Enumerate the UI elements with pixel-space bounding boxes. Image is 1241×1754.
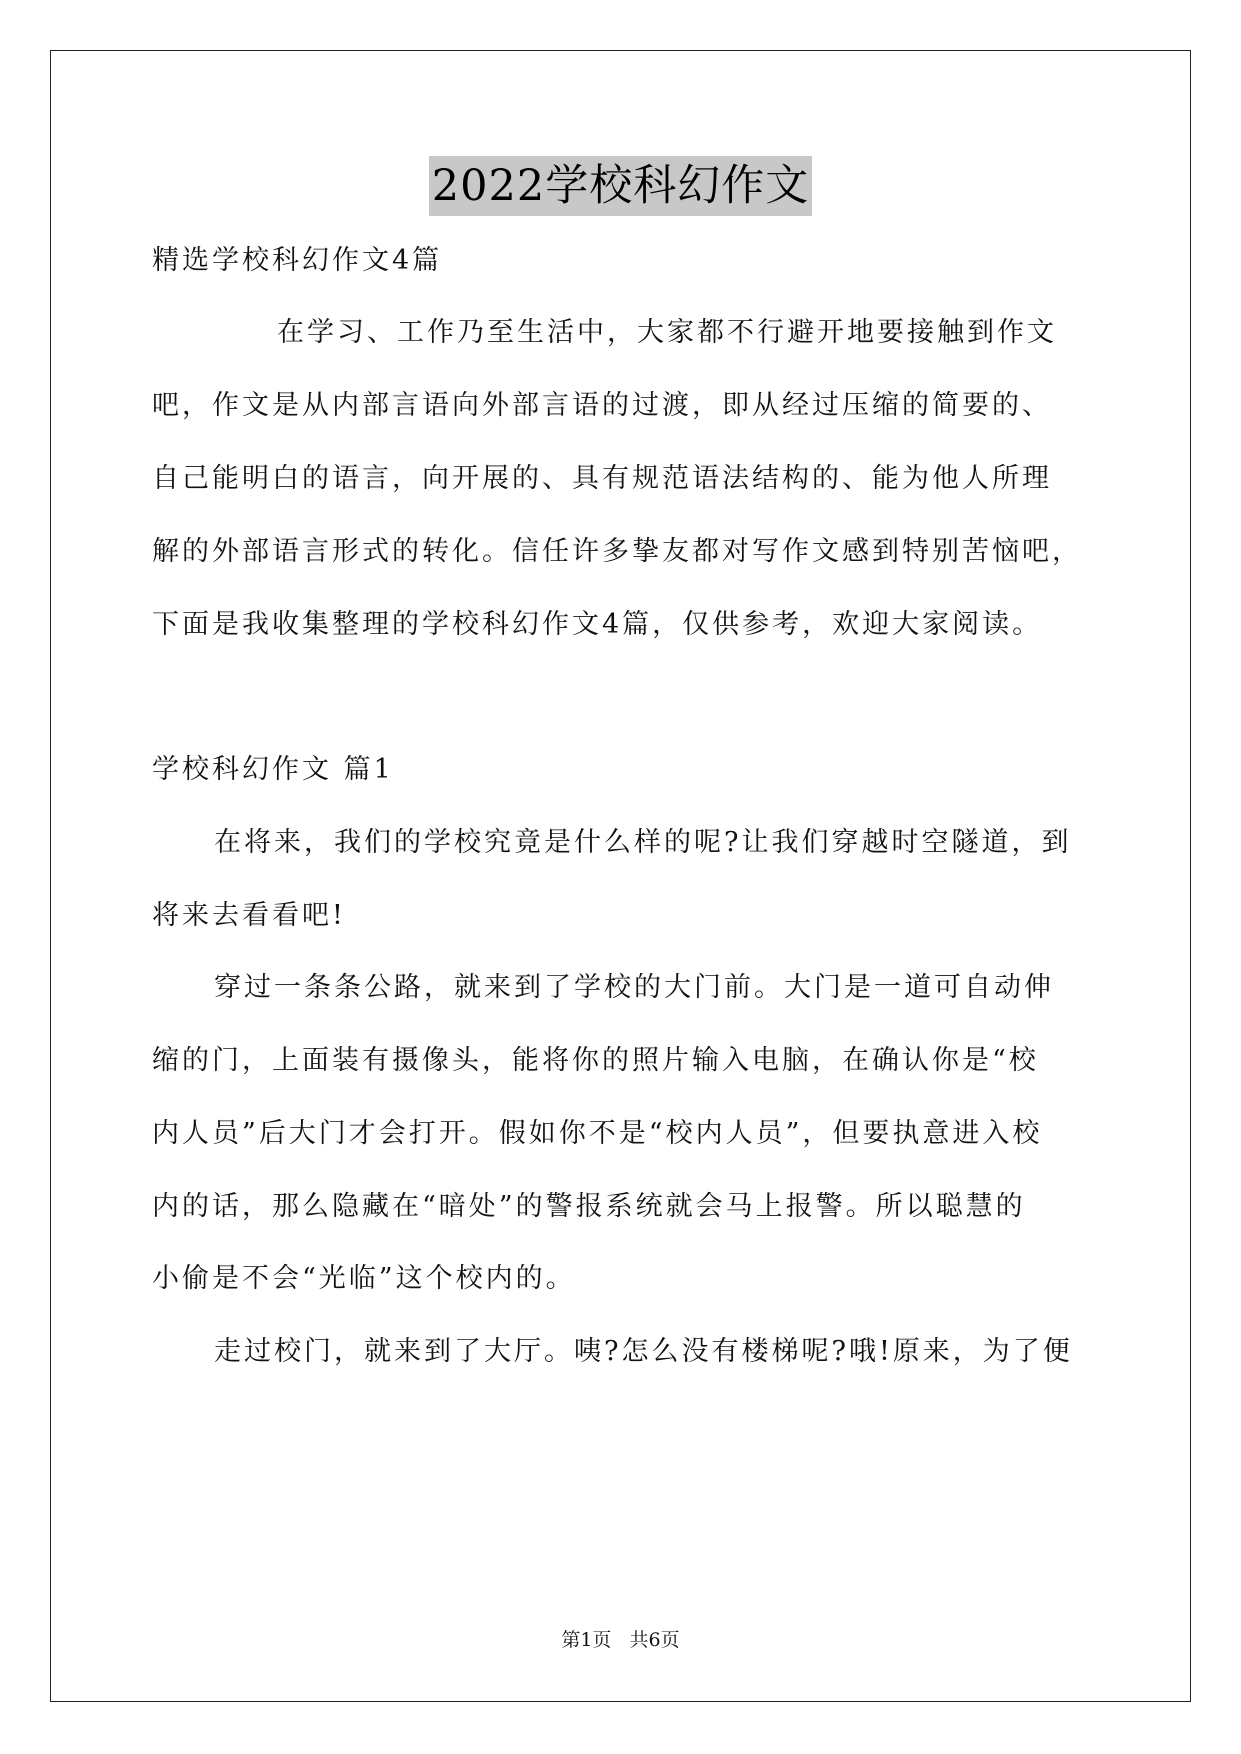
body-line-2: 将来去看看吧! (152, 900, 346, 931)
body-line-1: 在将来，我们的学校究竟是什么样的呢?让我们穿越时空隧道，到 (214, 827, 1072, 858)
intro-line-4: 解的外部语言形式的转化。信任许多挚友都对写作文感到特别苦恼吧， (152, 536, 1082, 567)
page-border (50, 50, 1191, 1702)
document-subtitle: 精选学校科幻作文4篇 (152, 245, 443, 276)
body-line-5: 内人员”后大门才会打开。假如你不是“校内人员”，但要执意进入校 (152, 1118, 1043, 1149)
page-footer: 第1页 共6页 (561, 1629, 680, 1651)
intro-line-1: 在学习、工作乃至生活中，大家都不行避开地要接触到作文 (277, 317, 1057, 348)
title-wrap (0, 156, 1241, 216)
intro-line-2: 吧，作文是从内部言语向外部言语的过渡，即从经过压缩的简要的、 (152, 390, 1052, 421)
section-heading: 学校科幻作文 篇1 (152, 754, 394, 785)
body-line-4: 缩的门，上面装有摄像头，能将你的照片输入电脑，在确认你是“校 (152, 1045, 1039, 1076)
document-title: 2022学校科幻作文 (429, 156, 812, 216)
body-line-6: 内的话，那么隐藏在“暗处”的警报系统就会马上报警。所以聪慧的 (152, 1191, 1026, 1222)
intro-line-3: 自己能明白的语言，向开展的、具有规范语法结构的、能为他人所理 (152, 463, 1052, 494)
body-line-3: 穿过一条条公路，就来到了学校的大门前。大门是一道可自动伸 (214, 972, 1054, 1003)
intro-line-5: 下面是我收集整理的学校科幻作文4篇，仅供参考，欢迎大家阅读。 (152, 609, 1043, 640)
body-line-8: 走过校门，就来到了大厅。咦?怎么没有楼梯呢?哦!原来，为了便 (214, 1336, 1073, 1367)
body-line-7: 小偷是不会“光临”这个校内的。 (152, 1263, 576, 1294)
